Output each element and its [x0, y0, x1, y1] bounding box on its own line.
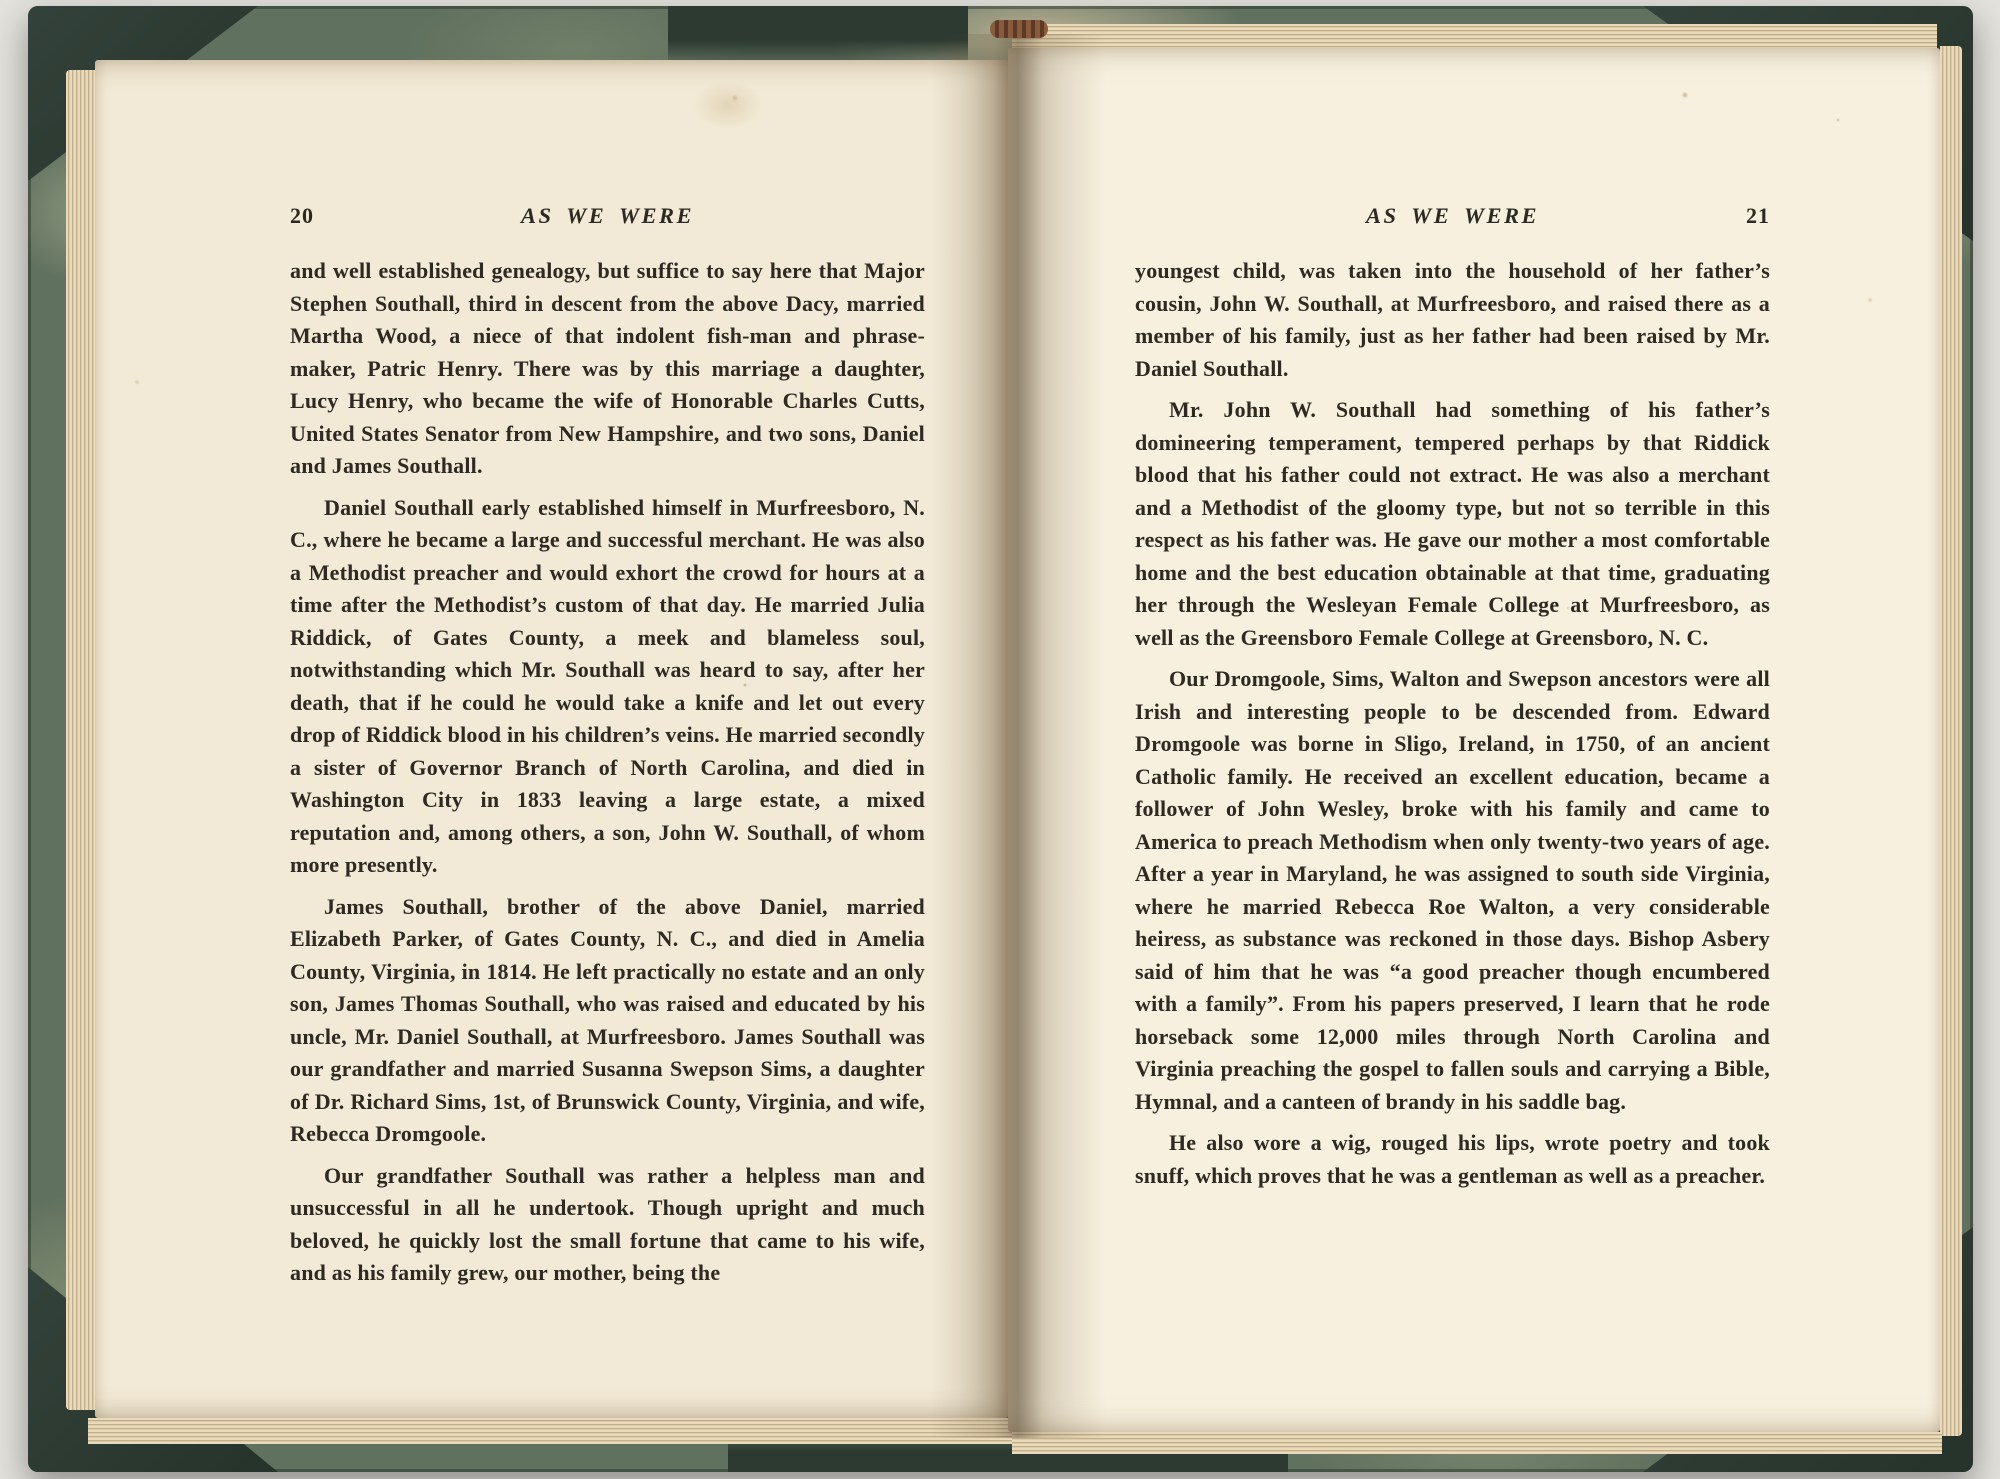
headband [990, 20, 1048, 38]
page-body [290, 255, 925, 1290]
page-edges-left [66, 70, 95, 1410]
paragraph: and well established genealogy, but suffice to say here that Major Stephen Southall, third in descent from the above Dacy, married Martha Wood, a niece of that indolent fish-man and phrase-maker, Patric Henry. There was by this marriage a daughter, Lucy Henry, who became the wife of Honorable Charles Cutts, United States Senator from New Hampshire, and two sons, Daniel and James Southall. [290, 258, 925, 478]
page-edges-bottom-left [88, 1418, 1013, 1444]
paragraph: Daniel Southall early established himself in Murfreesboro, N. C., where he became a large and successful merchant. He was also a Methodist preacher and would exhort the crowd for hours at a time after the Methodist’s custom of that day. He married Julia Riddick, of Gates County, a meek and blameless soul, notwithstanding which Mr. Southall was heard to say, after her death, that if he could he would take a knife and let out every drop of Riddick blood in his children’s veins. He married secondly a sister of Governor Branch of North Carolina, and died in Washington City in 1833 leaving a large estate, a mixed reputation and, among others, a son, John W. Southall, of whom more presently. [290, 494, 925, 877]
running-title: AS WE WERE [1366, 203, 1539, 228]
page-number: 21 [1746, 203, 1770, 228]
running-title: AS WE WERE [521, 203, 694, 228]
page-body [1135, 255, 1770, 1192]
book-cover [28, 6, 1973, 1472]
spine-top-edge [668, 6, 968, 68]
left-page-content [290, 203, 925, 1299]
right-page [1008, 48, 1940, 1432]
page-number: 20 [290, 203, 314, 228]
page-header [1135, 203, 1770, 229]
paragraph: Mr. John W. Southall had something of his father’s domineering temperament, tempered perhaps by that Riddick blood that his father could not extract. He was also a merchant and a Methodist of the gloomy type, but not so terrible in this respect as his father was. He gave our mother a most comfortable home and the best education obtainable at that time, graduating her through the Wesleyan Female College at Murfreesboro, as well as the Greensboro Female College at Greensboro, N. C. [1135, 397, 1770, 650]
page-edges-right [1940, 46, 1962, 1436]
paragraph: youngest child, was taken into the household of her father’s cousin, John W. Southall, at Murfreesboro, and raised there as a member of his family, just as her father had been raised by Mr. Daniel Southall. [1135, 258, 1770, 381]
paragraph: Our grandfather Southall was rather a helpless man and unsuccessful in all he undertook. Though upright and much beloved, he quickly lost the small fortune that came to his wife, and as his family grew, our mother, being the [290, 1162, 925, 1285]
right-page-content [1135, 203, 1770, 1201]
page-header [290, 203, 925, 229]
paragraph: He also wore a wig, rouged his lips, wrote poetry and took snuff, which proves that he was a gentleman as well as a preacher. [1135, 1130, 1770, 1188]
left-page [95, 60, 1008, 1418]
page-edges-bottom-right [1012, 1432, 1942, 1454]
page-edges-top-right [1012, 24, 1937, 48]
paragraph: James Southall, brother of the above Daniel, married Elizabeth Parker, of Gates County, N. C., and died in Amelia County, Virginia, in 1814. He left practically no estate and an only son, James Thomas Southall, who was raised and educated by his uncle, Mr. Daniel Southall, at Murfreesboro. James Southall was our grandfather and married Susanna Swepson Sims, a daughter of Dr. Richard Sims, 1st, of Brunswick County, Virginia, and wife, Rebecca Dromgoole. [290, 893, 925, 1146]
paragraph: Our Dromgoole, Sims, Walton and Swepson ancestors were all Irish and interesting people to be descended from. Edward Dromgoole was borne in Sligo, Ireland, in 1750, of an ancient Catholic family. He received an excellent education, became a follower of John Wesley, broke with his family and came to America to preach Methodism when only twenty-two years of age. After a year in Maryland, he was assigned to south side Virginia, where he married Rebecca Roe Walton, a very considerable heiress, as substance was reckoned in those days. Bishop Asbery said of him that he was “a good preacher though encumbered with a family”. From his papers preserved, I learn that he rode horseback some 12,000 miles through North Carolina and Virginia preaching the gospel to fallen souls and carrying a Bible, Hymnal, and a canteen of brandy in his saddle bag. [1135, 666, 1770, 1114]
